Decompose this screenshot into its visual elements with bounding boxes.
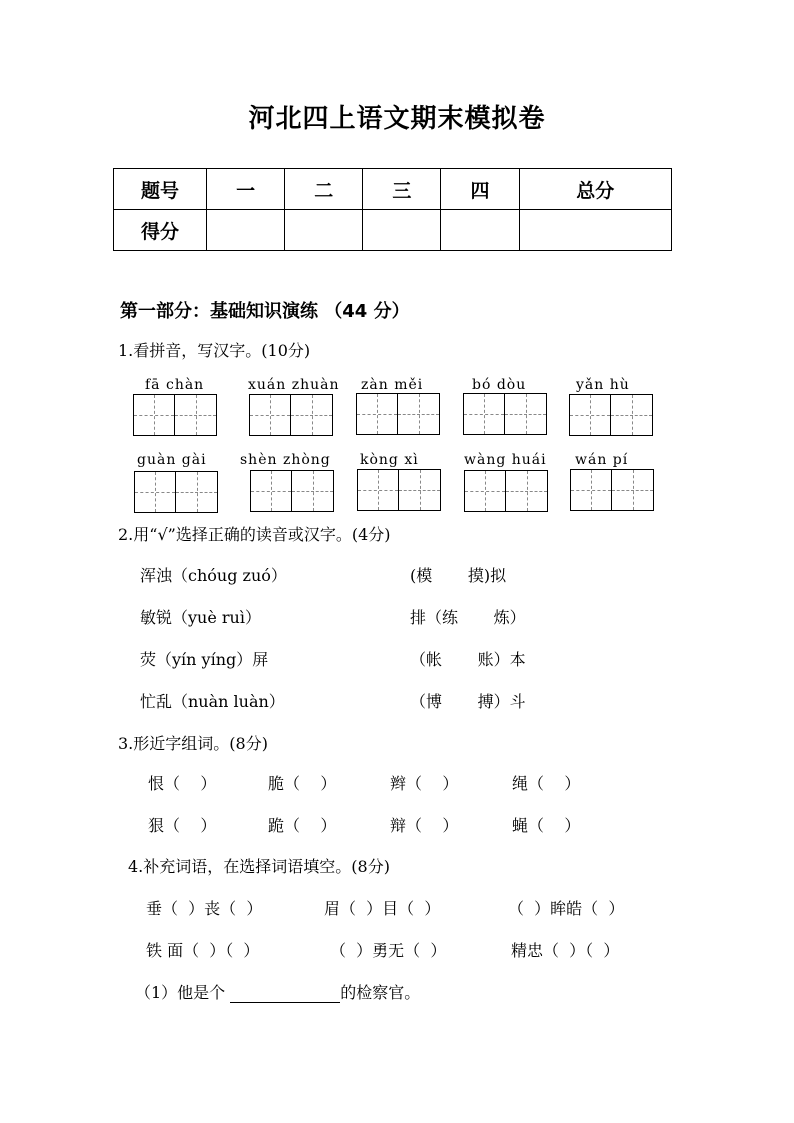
q4-item[interactable]: （ ）勇无（ ） bbox=[330, 941, 447, 960]
pinyin-label: kòng xì bbox=[360, 452, 419, 468]
pinyin-label: shèn zhòng bbox=[240, 452, 331, 468]
score-header-cell: 四 bbox=[441, 169, 519, 210]
pinyin-label: yǎn hù bbox=[576, 377, 630, 393]
score-header-cell: 总分 bbox=[519, 169, 671, 210]
q2-right-item[interactable]: （帐 账）本 bbox=[410, 650, 526, 669]
q4-item[interactable]: 垂（ ）丧（ ） bbox=[146, 899, 263, 918]
score-cell[interactable] bbox=[207, 210, 285, 251]
writing-grid[interactable] bbox=[464, 470, 548, 512]
writing-grid[interactable] bbox=[250, 470, 334, 512]
page-title: 河北四上语文期末模拟卷 bbox=[248, 104, 546, 134]
q3-item[interactable]: 脆（ ） bbox=[268, 774, 337, 793]
writing-grid[interactable] bbox=[463, 393, 547, 435]
writing-grid[interactable] bbox=[569, 394, 653, 436]
score-header-cell: 一 bbox=[207, 169, 285, 210]
score-row-label: 得分 bbox=[114, 210, 207, 251]
q3-item[interactable]: 恨（ ） bbox=[148, 774, 217, 793]
q3-label: 3.形近字组词。(8分) bbox=[118, 734, 268, 753]
pinyin-label: guàn gài bbox=[137, 452, 207, 468]
score-table-header-row bbox=[114, 169, 672, 210]
q4-item[interactable]: （ ）眸皓（ ） bbox=[508, 899, 625, 918]
writing-grid[interactable] bbox=[133, 394, 217, 436]
pinyin-label: zàn měi bbox=[361, 377, 424, 393]
q3-item[interactable]: 辫（ ） bbox=[390, 774, 459, 793]
answer-blank[interactable] bbox=[230, 986, 340, 1003]
pinyin-label: xuán zhuàn bbox=[248, 377, 340, 393]
writing-grid[interactable] bbox=[249, 394, 333, 436]
q4-item[interactable]: 眉（ ）目（ ） bbox=[324, 899, 441, 918]
score-cell[interactable] bbox=[441, 210, 519, 251]
q2-label: 2.用“√”选择正确的读音或汉字。(4分) bbox=[118, 525, 391, 544]
q2-right-item[interactable]: (模 摸)拟 bbox=[410, 566, 507, 585]
score-table bbox=[113, 168, 672, 251]
pinyin-label: bó dòu bbox=[472, 377, 527, 393]
q3-item[interactable]: 狠（ ） bbox=[148, 816, 217, 835]
q4-item[interactable]: 铁 面（ ）（ ） bbox=[146, 941, 260, 960]
q2-left-item[interactable]: 忙乱（nuàn luàn） bbox=[140, 692, 285, 711]
pinyin-label: wàng huái bbox=[464, 452, 547, 468]
q2-left-item[interactable]: 荧（yín yíng）屏 bbox=[140, 650, 269, 669]
q2-right-item[interactable]: 排（练 炼） bbox=[410, 608, 526, 627]
score-header-cell: 题号 bbox=[114, 169, 207, 210]
writing-grid[interactable] bbox=[356, 393, 440, 435]
sentence-suffix: 的检察官。 bbox=[340, 983, 421, 1002]
q3-item[interactable]: 辩（ ） bbox=[390, 816, 459, 835]
pinyin-label: wán pí bbox=[575, 452, 629, 468]
score-table-score-row bbox=[114, 210, 672, 251]
q2-left-item[interactable]: 敏锐（yuè ruì） bbox=[140, 608, 261, 627]
q2-right-item[interactable]: （博 搏）斗 bbox=[410, 692, 526, 711]
score-cell[interactable] bbox=[519, 210, 671, 251]
q4-item[interactable]: 精忠（ ）（ ） bbox=[511, 941, 620, 960]
score-header-cell: 二 bbox=[285, 169, 363, 210]
writing-grid[interactable] bbox=[357, 469, 441, 511]
sentence-prefix: （1）他是个 bbox=[135, 983, 231, 1002]
writing-grid[interactable] bbox=[134, 471, 218, 513]
pinyin-label: fā chàn bbox=[145, 377, 205, 393]
q3-item[interactable]: 绳（ ） bbox=[512, 774, 581, 793]
q1-label: 1.看拼音，写汉字。(10分) bbox=[118, 341, 311, 360]
q4-label: 4.补充词语，在选择词语填空。(8分) bbox=[128, 857, 390, 876]
q3-item[interactable]: 跪（ ） bbox=[268, 816, 337, 835]
part1-heading: 第一部分：基础知识演练 （44 分） bbox=[120, 301, 410, 322]
score-cell[interactable] bbox=[285, 210, 363, 251]
q2-left-item[interactable]: 浑浊（chóug zuó） bbox=[140, 566, 287, 585]
q3-item[interactable]: 蝇（ ） bbox=[512, 816, 581, 835]
score-cell[interactable] bbox=[363, 210, 441, 251]
writing-grid[interactable] bbox=[570, 469, 654, 511]
score-header-cell: 三 bbox=[363, 169, 441, 210]
q4-sentence bbox=[135, 980, 420, 1003]
